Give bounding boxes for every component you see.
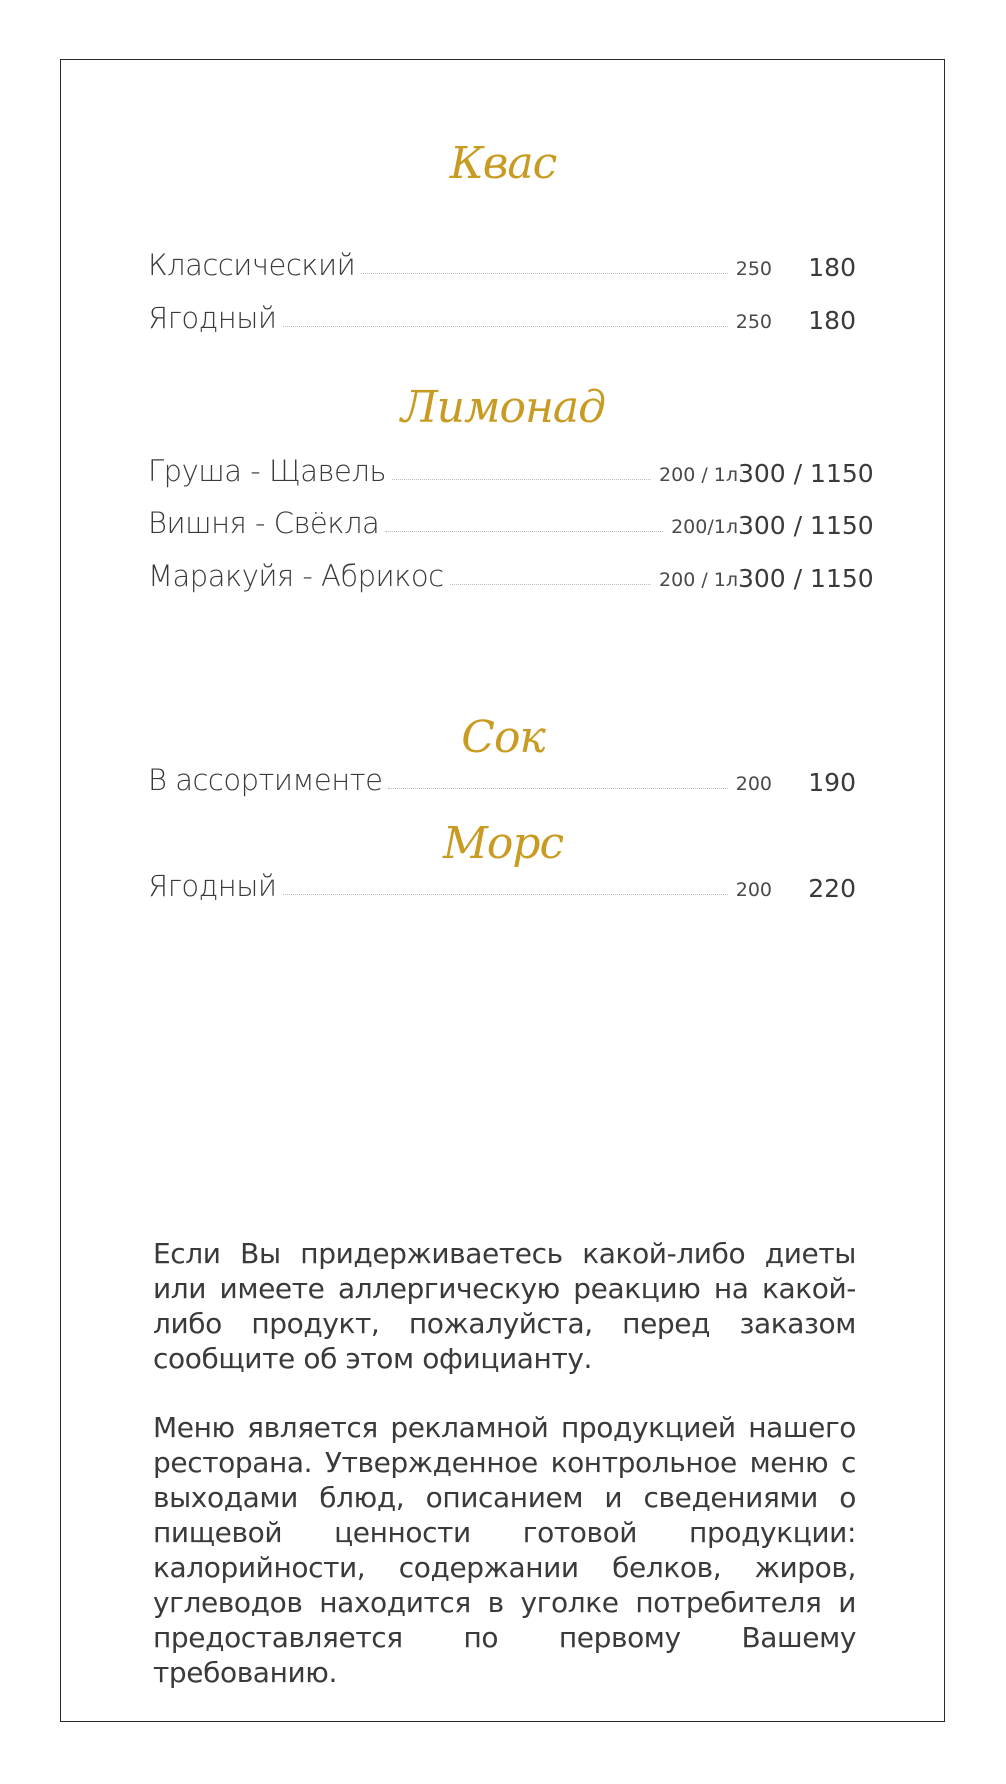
dot-leader bbox=[283, 893, 728, 895]
item-volume: 250 bbox=[735, 311, 772, 333]
item-price: 180 bbox=[808, 306, 856, 335]
menu-item bbox=[148, 551, 874, 593]
dot-leader bbox=[385, 530, 663, 532]
dot-leader bbox=[392, 478, 651, 480]
menu-item bbox=[148, 240, 856, 280]
dot-leader bbox=[450, 583, 652, 585]
item-name: В ассортименте bbox=[148, 763, 383, 797]
item-price: 220 bbox=[808, 874, 856, 903]
section-title-lemonade: Лимонад bbox=[400, 382, 606, 433]
item-price: 190 bbox=[808, 768, 856, 797]
item-volume: 200 / 1л bbox=[659, 464, 738, 486]
item-volume: 200 bbox=[735, 773, 772, 795]
item-price: 300 / 1150 bbox=[738, 459, 874, 488]
item-price: 180 bbox=[808, 253, 856, 282]
menu-item bbox=[148, 861, 856, 901]
item-name: Вишня - Свёкла bbox=[148, 506, 380, 540]
item-volume: 200/1л bbox=[671, 516, 738, 538]
dot-leader bbox=[361, 272, 728, 274]
item-name: Ягодный bbox=[148, 869, 277, 903]
dot-leader bbox=[283, 325, 728, 327]
item-price: 300 / 1150 bbox=[738, 564, 874, 593]
section-title-kvass: Квас bbox=[449, 138, 557, 189]
dot-leader bbox=[388, 787, 727, 789]
item-name: Ягодный bbox=[148, 301, 277, 335]
menu-disclaimer: Меню является рекламной продукцией нашего ресторана. Утвержденное контрольное меню с выходами блюд, описанием и сведениями о пищевой ценности готовой продукции: калорийности, содержании белков, жиров, углеводов находится в уголке потребителя и предоставляется по первому Вашему требованию. bbox=[153, 1411, 856, 1689]
allergy-note: Если Вы придерживаетесь какой-либо диеты или имеете аллергическую реакцию на какой-либо продукт, пожалуйста, перед заказом сообщите об этом официанту. bbox=[153, 1237, 856, 1375]
item-volume: 200 bbox=[735, 879, 772, 901]
item-price: 300 / 1150 bbox=[738, 511, 874, 540]
item-name: Классический bbox=[148, 248, 356, 282]
item-volume: 250 bbox=[735, 258, 772, 280]
section-title-juice: Сок bbox=[461, 712, 545, 763]
menu-item bbox=[148, 755, 856, 795]
menu-item bbox=[148, 293, 856, 333]
menu-item bbox=[148, 446, 874, 488]
section-title-mors: Морс bbox=[442, 818, 564, 869]
menu-item bbox=[148, 498, 874, 540]
item-volume: 200 / 1л bbox=[659, 569, 738, 591]
item-name: Груша - Щавель bbox=[148, 454, 386, 488]
item-name: Маракуйя - Абрикос bbox=[148, 559, 444, 593]
